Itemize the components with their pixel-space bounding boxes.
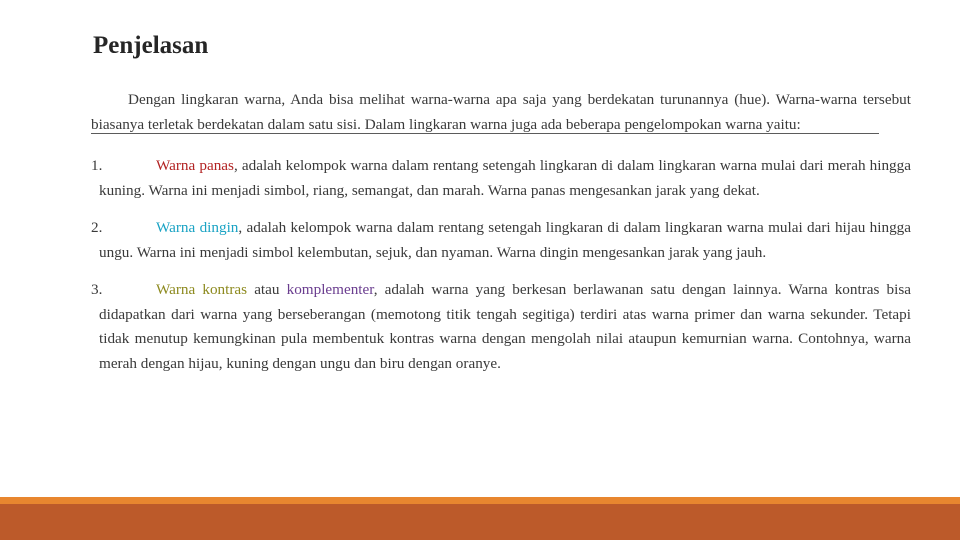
term-complement-color: komplementer bbox=[286, 281, 374, 298]
intro-paragraph: Dengan lingkaran warna, Anda bisa melihat warna-warna apa saja yang berdekatan turunannya (hue). Warna-warna tersebut biasanya terletak berdekatan dalam satu sisi. Dalam lingkaran warna juga ada beberapa pengelompokan warna yaitu: bbox=[91, 91, 911, 133]
page-title: Penjelasan bbox=[93, 32, 209, 59]
color-group-list bbox=[91, 154, 911, 376]
item-number: 3. bbox=[91, 281, 103, 298]
list-item-cool bbox=[91, 216, 911, 265]
footer-band bbox=[0, 504, 960, 540]
item-number: 1. bbox=[91, 157, 103, 174]
term-contrast-color: Warna kontras bbox=[156, 281, 248, 298]
item-connector: atau bbox=[247, 281, 287, 298]
item-number: 2. bbox=[91, 219, 103, 236]
term-cool-color: Warna dingin bbox=[156, 219, 239, 236]
item-description: , adalah warna yang berkesan berlawanan satu dengan lainnya. Warna kontras bisa didapatkan dari warna yang berseberangan (memotong titik tengah segitiga) terdiri atas warna primer dan warna sekunder. Tetapi tidak menutup kemungkinan pula membentuk kontras warna dengan mengolah nilai ataupun kemurnian warna. Contohnya, warna merah dengan hijau, kuning dengan ungu dan biru dengan oranye. bbox=[99, 281, 911, 372]
explanation-body bbox=[91, 88, 911, 376]
term-warm-color: Warna panas bbox=[156, 157, 234, 174]
item-description: , adalah kelompok warna dalam rentang setengah lingkaran di dalam lingkaran warna mulai dari hijau hingga ungu. Warna ini menjadi simbol kelembutan, sejuk, dan nyaman. Warna dingin mengesankan jarak yang jauh. bbox=[99, 219, 911, 261]
item-description: , adalah kelompok warna dalam rentang setengah lingkaran di dalam lingkaran warna mulai dari merah hingga kuning. Warna ini menjadi simbol, riang, semangat, dan marah. Warna panas mengesankan jarak yang dekat. bbox=[99, 157, 911, 199]
list-item-contrast bbox=[91, 278, 911, 376]
footer-accent-band bbox=[0, 497, 960, 504]
list-item-warm bbox=[91, 154, 911, 203]
